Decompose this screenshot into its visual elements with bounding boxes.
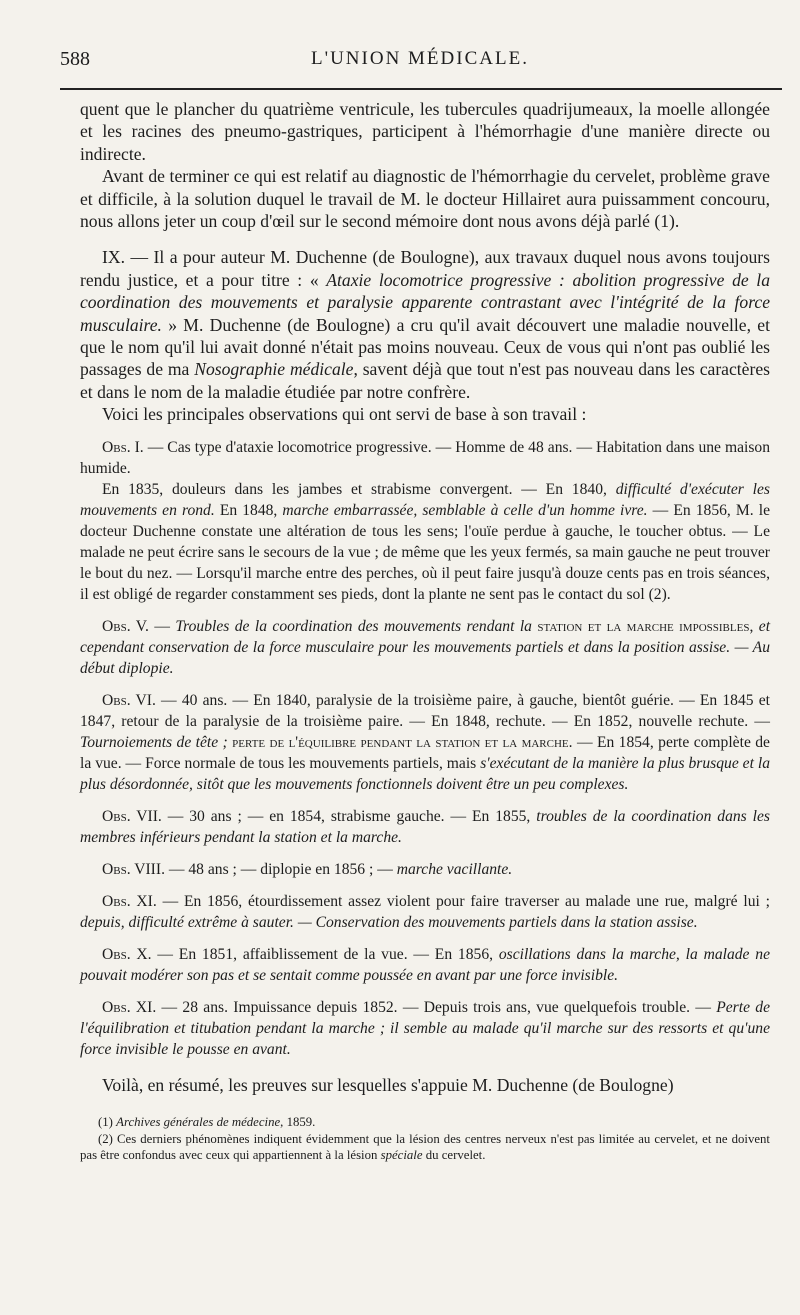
observation-11: Obs. XI. — En 1856, étourdissement assez violent pour faire traverser au malade une rue, malgré lui ; depuis, difficulté extrême à sauter. — Conservation des mouvements partiels dans la station assise.: [80, 892, 770, 931]
observation-10: Obs. X. — En 1851, affaiblissement de la vue. — En 1856, oscillations dans la marche, la malade ne pouvait modérer son pas et se sentait comme poussée en avant par une force invisible.: [80, 945, 770, 984]
header-rule: [60, 88, 782, 90]
footnote-2: (2) Ces derniers phénomènes indiquent évidemment que la lésion des centres nerveux n'est pas limitée au cervelet, et ne doivent pas être confondus avec ceux qui appartiennent à la lésion spéciale du cervelet.: [80, 1131, 770, 1163]
observation-label: Obs. I.: [102, 438, 144, 456]
observation-1-header: Obs. I. — Cas type d'ataxie locomotrice progressive. — Homme de 48 ans. — Habitation dans une maison humide.: [80, 438, 771, 477]
paragraph-diagnostic: Avant de terminer ce qui est relatif au diagnostic de l'hémorrhagie du cervelet, problème grave et difficile, à la solution duquel le travail de M. le docteur Hillairet aura puissamment concouru, nous allons jeter un coup d'œil sur le second mémoire dont nous avons déjà parlé (1).: [80, 166, 770, 232]
footnote-1: (1) Archives générales de médecine, 1859.: [98, 1115, 316, 1130]
observation-11-second: Obs. XI. — 28 ans. Impuissance depuis 1852. — Depuis trois ans, vue quelquefois trouble. — Perte de l'équilibration et titubation pendant la marche ; il semble au malade qu'il marche sur des ressorts et qu'une force invisible le pousse en avant.: [80, 998, 770, 1058]
footnotes: [80, 1114, 770, 1164]
book-title: Nosographie médicale: [194, 359, 354, 380]
observation-1-body: En 1835, douleurs dans les jambes et strabisme convergent. — En 1840, difficulté d'exécuter les mouvements en rond. En 1848, marche embarrassée, semblable à celle d'un homme ivre. — En 1856, M. le docteur Duchenne constate une altération de tous les sens; l'ouïe perdue à gauche, le toucher obtus. — Le malade ne peut écrire sans le secours de la vue ; de même que les yeux fermés, sa main gauche ne peut trouver le bout du nez. — Lorsqu'il marche entre des perches, où il peut faire jusqu'à douze cents pas en trois séances, il est obligé de regarder constamment ses pieds, dont la plante ne sent pas le contact du sol (2).: [80, 480, 771, 603]
body-text: [80, 98, 770, 1164]
paragraph-continuation: quent que le plancher du quatrième ventricule, les tubercules quadrijumeaux, la moelle allongée et les racines des pneumo-gastriques, participent à l'hémorrhagie d'une manière directe ou indirecte.: [80, 99, 770, 164]
observation-5: Obs. V. — Troubles de la coordination des mouvements rendant la station et la marche impossibles, et cependant conservation de la force musculaire pour les mouvements partiels et dans la position assise. — Au début diplopie.: [80, 617, 771, 677]
observation-label: Obs. VII.: [102, 807, 162, 825]
observation-label: Obs. XI.: [102, 892, 157, 910]
observation-label: Obs. V.: [102, 617, 149, 635]
paragraph-closing: Voilà, en résumé, les preuves sur lesquelles s'appuie M. Duchenne (de Boulogne): [102, 1074, 674, 1095]
observation-label: Obs. X.: [102, 945, 152, 963]
paragraph-section-ix: IX. — Il a pour auteur M. Duchenne (de Boulogne), aux travaux duquel nous avons toujours rendu justice, et a pour titre : « Ataxie locomotrice progressive : abolition progressive de la coordination des mouvements et paralysie apparente contrastant avec l'intégrité de la force musculaire. » M. Duchenne (de Boulogne) a cru qu'il avait découvert une maladie nouvelle, et que le nom qu'il lui avait donné n'était pas moins nouveau. Ceux de vous qui n'ont pas oublié les passages de ma Nosographie médicale, savent déjà que tout n'est pas nouveau dans les caractères et dans le nom de la maladie étudiée par notre confrère.: [80, 247, 771, 402]
paragraph-intro-observations: Voici les principales observations qui ont servi de base à son travail :: [102, 404, 587, 425]
page-number: 588: [60, 48, 90, 70]
observation-6: Obs. VI. — 40 ans. — En 1840, paralysie de la troisième paire, à gauche, bientôt guérie. — En 1845 et 1847, retour de la paralysie de la troisième paire. — En 1848, rechute. — En 1852, nouvelle rechute. — Tournoiements de tête ; perte de l'équilibre pendant la station et la marche. — En 1854, perte complète de la vue. — Force normale de tous les mouvements partiels, mais s'exécutant de la manière la plus brusque et la plus désordonnée, sitôt que les mouvements fonctionnels doivent être un peu complexes.: [80, 691, 771, 793]
observation-label: Obs. VI.: [102, 691, 156, 709]
page-header: [60, 48, 780, 74]
observation-7: Obs. VII. — 30 ans ; — en 1854, strabisme gauche. — En 1855, troubles de la coordination dans les membres inférieurs pendant la station et la marche.: [80, 807, 770, 846]
observation-label: Obs. VIII.: [102, 860, 165, 878]
observation-8: Obs. VIII. — 48 ans ; — diplopie en 1856 ; — marche vacillante.: [102, 860, 513, 878]
memoir-title: Ataxie locomotrice progressive : abolition progressive de la coordination des mouvements et paralysie apparente contrastant avec l'intégrité de la force musculaire.: [80, 269, 770, 335]
running-title: L'UNION MÉDICALE.: [311, 48, 529, 69]
observation-label: Obs. XI.: [102, 998, 157, 1016]
